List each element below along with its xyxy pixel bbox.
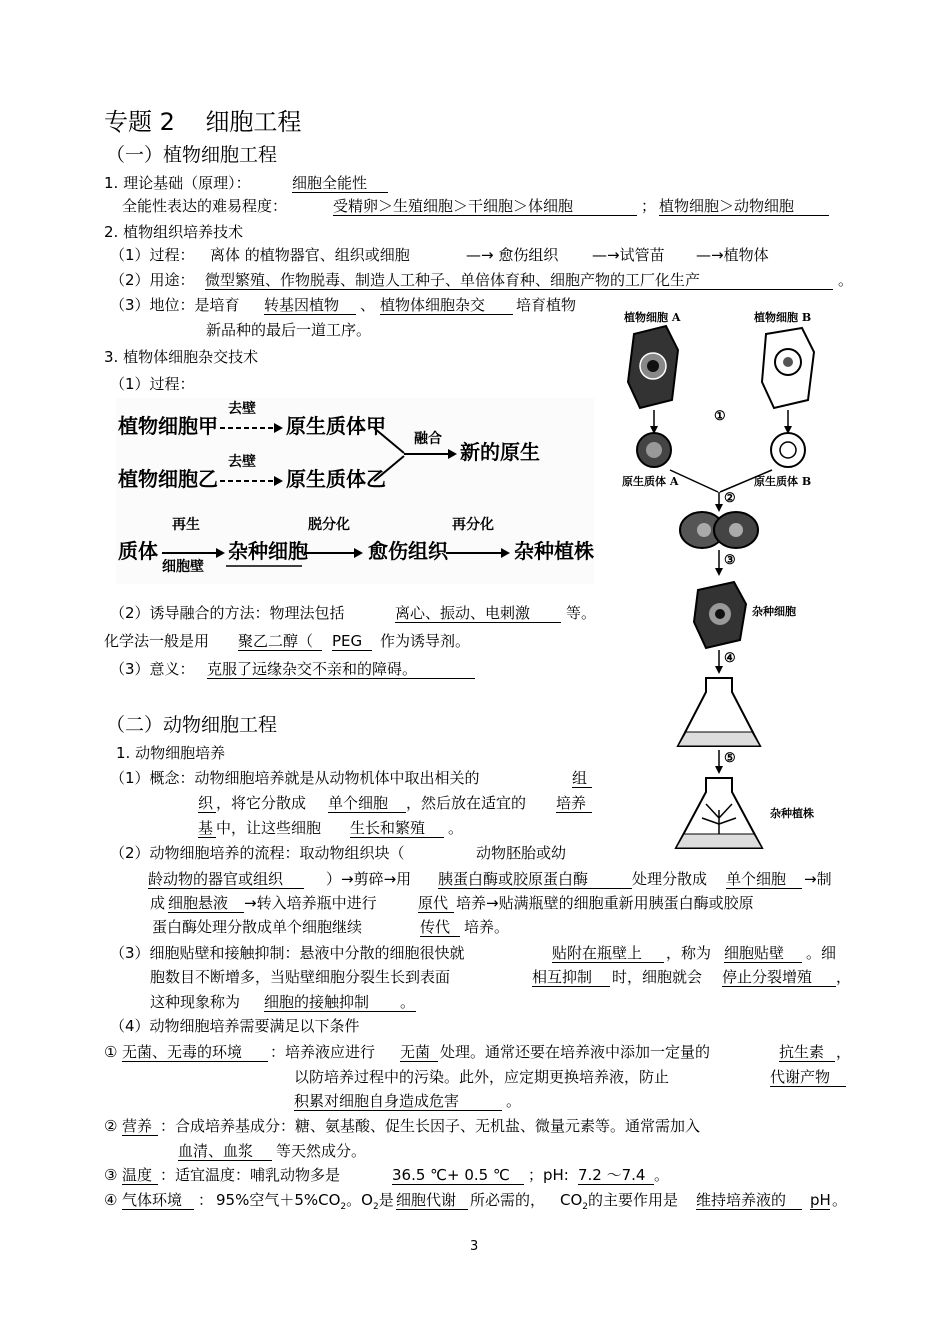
cond2-serum: 血清、血浆 (178, 1144, 272, 1161)
fusion-peg: PEG (332, 634, 372, 651)
fig-step-2: ② (724, 491, 736, 506)
figure-drawing (610, 300, 852, 855)
status-line2: 新品种的最后一道工序。 (206, 321, 372, 339)
hybrid-process-label: （1）过程： (110, 375, 195, 393)
adherence-text2: 。细 (806, 944, 837, 962)
diag-plant-cell-a: 植物细胞甲 (118, 414, 218, 438)
cond3-end: 。 (654, 1166, 670, 1184)
flow-text-3a: 成 (150, 894, 166, 912)
diag-hybrid-cell: 杂种细胞 (228, 539, 308, 563)
fusion-chemical-label: 化学法一般是用 (104, 632, 210, 650)
adherence-line2: 胞数目不断增多，当贴壁细胞分裂生长到表面 (150, 968, 451, 986)
cond3-text2: ；pH: (528, 1166, 569, 1184)
cond4-text1: ： (198, 1191, 214, 1209)
significance-label: （3）意义： (110, 660, 195, 678)
fig-protoplast-b-label: 原生质体 B (754, 475, 812, 488)
process-step-a: —→ 愈伤组织 (466, 246, 559, 264)
process-step-c: —→植物体 (696, 246, 769, 264)
process-label: （1）过程： (110, 246, 195, 264)
flow-text-4a: 蛋白酶处理分散成单个细胞继续 (152, 918, 363, 936)
process-text: 离体 的植物器官、组织或细胞 (210, 246, 410, 264)
cond1-text2: 处理。通常还要在培养液中添加一定量的 (440, 1043, 711, 1061)
flow-text-3b: →转入培养瓶中进行 (244, 894, 377, 912)
cond4-maintain: 维持培养液的 (696, 1193, 802, 1210)
fig-cell-a-label: 植物细胞 A (624, 311, 681, 324)
concept-end: 。 (448, 819, 464, 837)
theory-basis-answer: 细胞全能性 (292, 176, 388, 193)
flow-label: （2）动物细胞培养的流程：取动物组织块（ (110, 844, 405, 862)
flow-text-3c: 培养→贴满瓶壁的细胞重新用胰蛋白酶或胶原 (456, 894, 754, 912)
adherence-line3: 这种现象称为 (150, 993, 241, 1011)
cond2-answer: 营养 (122, 1119, 158, 1136)
diag-redifferentiation: 再分化 (452, 517, 494, 533)
diag-fusion-label: 融合 (414, 431, 442, 447)
fig-protoplast-a-label: 原生质体 A (622, 475, 679, 488)
diag-hybrid-plant: 杂种植株 (514, 539, 594, 563)
diag-regenerate: 再生 (172, 517, 200, 533)
significance-answer: 克服了远缘杂交不亲和的障碍。 (207, 662, 475, 679)
animal-culture-label: 1. 动物细胞培养 (116, 744, 226, 762)
somatic-hybrid-label: 3. 植物体细胞杂交技术 (104, 348, 259, 366)
flow-enzyme: 胰蛋白酶或胶原蛋白酶 (438, 872, 632, 889)
concept-answer-b: 织 (198, 796, 216, 813)
fusion-method-label: （2）诱导融合的方法：物理法包括 (110, 604, 345, 622)
plant-animal-answer: 植物细胞＞动物细胞 (659, 199, 829, 216)
title-prefix: 专题 (104, 108, 152, 136)
contact-inhibition-answer: 细胞的接触抑制 (264, 995, 416, 1012)
adherence-line2b: 时，细胞就会 (612, 968, 703, 986)
cond4-end: 。 (832, 1191, 848, 1209)
flow-answer-1b: 龄动物的器官或组织 (148, 872, 304, 889)
cond1-antibiotic: 抗生素 (779, 1045, 835, 1062)
flow-text-2c: 处理分散成 (632, 870, 708, 888)
adherence-line2c: ， (836, 968, 852, 986)
fusion-physical-answer: 离心、振动、电刺激 (395, 606, 561, 623)
concept-text3: ，然后放在适宜的 (406, 794, 527, 812)
section-heading-animal: （二）动物细胞工程 (106, 714, 278, 736)
fig-step-5: ⑤ (724, 751, 736, 766)
fig-cell-b-label: 植物细胞 B (754, 311, 812, 324)
diag-plant-cell-b: 植物细胞乙 (118, 467, 218, 491)
separator: ； (641, 197, 657, 215)
totipotency-label: 全能性表达的难易程度： (122, 197, 288, 215)
diag-new-protoplast: 新的原生 (460, 440, 540, 464)
concept-growth: 生长和繁殖 (350, 821, 444, 838)
diag-remove-wall-2: 去壁 (228, 454, 256, 470)
title-number: 2 (159, 108, 175, 136)
cond1-end: 。 (506, 1092, 522, 1110)
concept-answer-a: 组 (572, 771, 592, 788)
cond1-line2: 以防培养过程中的污染。此外，应定期更换培养液，防止 (294, 1068, 670, 1086)
cond2-text1: ：合成培养基成分：糖、氨基酸、促生长因子、无机盐、微量元素等。通常需加入 (160, 1117, 701, 1135)
fusion-end: 等。 (566, 604, 597, 622)
diag-protoplast-a: 原生质体甲 (286, 414, 386, 438)
fusion-chemical-answer: 聚乙二醇（ (238, 634, 322, 651)
cond4-gas-mix: 95%空气$+5\%CO_2$。$O_2$是 (216, 1191, 394, 1212)
diag-callus: 愈伤组织 (368, 539, 448, 563)
use-label: （2）用途： (110, 271, 195, 289)
diag-dedifferentiation: 脱分化 (308, 517, 350, 533)
fig-step-3: ③ (724, 553, 736, 568)
flow-text-2d: →制 (804, 870, 832, 888)
adherence-term: 细胞贴壁 (724, 946, 802, 963)
tissue-culture-label: 2. 植物组织培养技术 (104, 223, 244, 241)
theory-basis-label: 1. 理论基础（原理）： (104, 174, 251, 192)
use-answer: 微型繁殖、作物脱毒、制造人工种子、单倍体育种、细胞产物的工厂化生产 (205, 273, 833, 290)
cond1-num: ① (104, 1043, 118, 1061)
status-label: （3）地位：是培育 (110, 296, 240, 314)
concept-single-cell: 单个细胞 (328, 796, 406, 813)
title-name: 细胞工程 (205, 108, 302, 136)
flow-answer-1: 动物胚胎或幼 (476, 844, 567, 862)
fusion-inducer-text: 作为诱导剂。 (380, 632, 471, 650)
cond2-text2: 等天然成分。 (276, 1142, 367, 1160)
flow-passage: 传代 (420, 920, 460, 937)
cond3-temperature: 36.5 ℃+ 0.5 ℃ (392, 1168, 524, 1185)
status-answer-a: 转基因植物 (264, 298, 356, 315)
flow-text-2b: ）→剪碎→用 (326, 870, 412, 888)
diag-protoplast-b: 原生质体乙 (286, 467, 386, 491)
cond3-num: ③ (104, 1166, 118, 1184)
page-number: 3 (470, 1239, 479, 1254)
conditions-label: （4）动物细胞培养需要满足以下条件 (110, 1017, 360, 1035)
fig-step-1: ① (714, 409, 726, 424)
cond4-metabolism: 细胞代谢 (396, 1193, 468, 1210)
cond4-text5: 所必需的， (470, 1191, 546, 1209)
concept-medium-b: 基 (198, 821, 216, 838)
adherence-line3-end: 。 (400, 993, 416, 1011)
cond1-sterile: 无菌 (400, 1045, 438, 1062)
flow-text-4b: 培养。 (464, 918, 510, 936)
diag-cell-wall: 细胞壁 (162, 559, 204, 575)
concept-label: （1）概念：动物细胞培养就是从动物机体中取出相关的 (110, 769, 480, 787)
cond1-harm: 积累对细胞自身造成危害 (294, 1094, 502, 1111)
status-answer-b: 植物体细胞杂交 (380, 298, 513, 315)
cond4-answer: 气体环境 (122, 1193, 194, 1210)
cond3-text1: ：适宜温度：哺乳动物多是 (160, 1166, 341, 1184)
cond2-num: ② (104, 1117, 118, 1135)
cond1-answer: 无菌、无毒的环境 (122, 1045, 268, 1062)
cond1-metabolite: 代谢产物 (770, 1070, 846, 1087)
hybrid-process-diagram (116, 398, 594, 584)
section-heading-plant: （一）植物细胞工程 (106, 144, 278, 166)
totipotency-order-answer: 受精卵＞生殖细胞＞干细胞＞体细胞 (333, 199, 637, 216)
cond4-num: ④ (104, 1191, 118, 1209)
fig-step-4: ④ (724, 651, 736, 666)
adherence-answer: 贴附在瓶壁上 (552, 946, 664, 963)
page-title (104, 110, 301, 134)
status-text-c: 培育植物 (516, 296, 577, 314)
flow-single-cell: 单个细胞 (726, 872, 802, 889)
process-step-b: —→试管苗 (592, 246, 665, 264)
concept-medium-a: 培养 (556, 796, 592, 813)
fig-hybrid-plant-label: 杂种植株 (770, 807, 814, 820)
use-end: 。 (838, 271, 854, 289)
flow-suspension: 细胞悬液 (168, 896, 244, 913)
hybridization-figure (610, 300, 852, 855)
cond3-answer: 温度 (122, 1168, 158, 1185)
cond4-ph: pH (810, 1191, 831, 1209)
diag-remove-wall-1: 去壁 (228, 401, 256, 417)
concept-text4: 中，让这些细胞 (216, 819, 322, 837)
status-sep: 、 (360, 296, 376, 314)
cond1-text1: ：培养液应进行 (270, 1043, 376, 1061)
fig-hybrid-cell-label: 杂种细胞 (752, 605, 796, 618)
flow-primary: 原代 (418, 896, 454, 913)
contact-answer: 相互抑制 (532, 970, 610, 987)
diag-row3-start: 质体 (118, 539, 158, 563)
adherence-text1: ，称为 (666, 944, 712, 962)
cond1-text3: ， (836, 1043, 852, 1061)
stop-division-answer: 停止分裂增殖 (722, 970, 836, 987)
cond4-co2: $CO_2$的主要作用是 (560, 1191, 679, 1212)
adherence-label: （3）细胞贴壁和接触抑制：悬液中分散的细胞很快就 (110, 944, 465, 962)
concept-text2: ，将它分散成 (216, 794, 307, 812)
cond3-ph: 7.2 ～7.4 (578, 1168, 654, 1185)
